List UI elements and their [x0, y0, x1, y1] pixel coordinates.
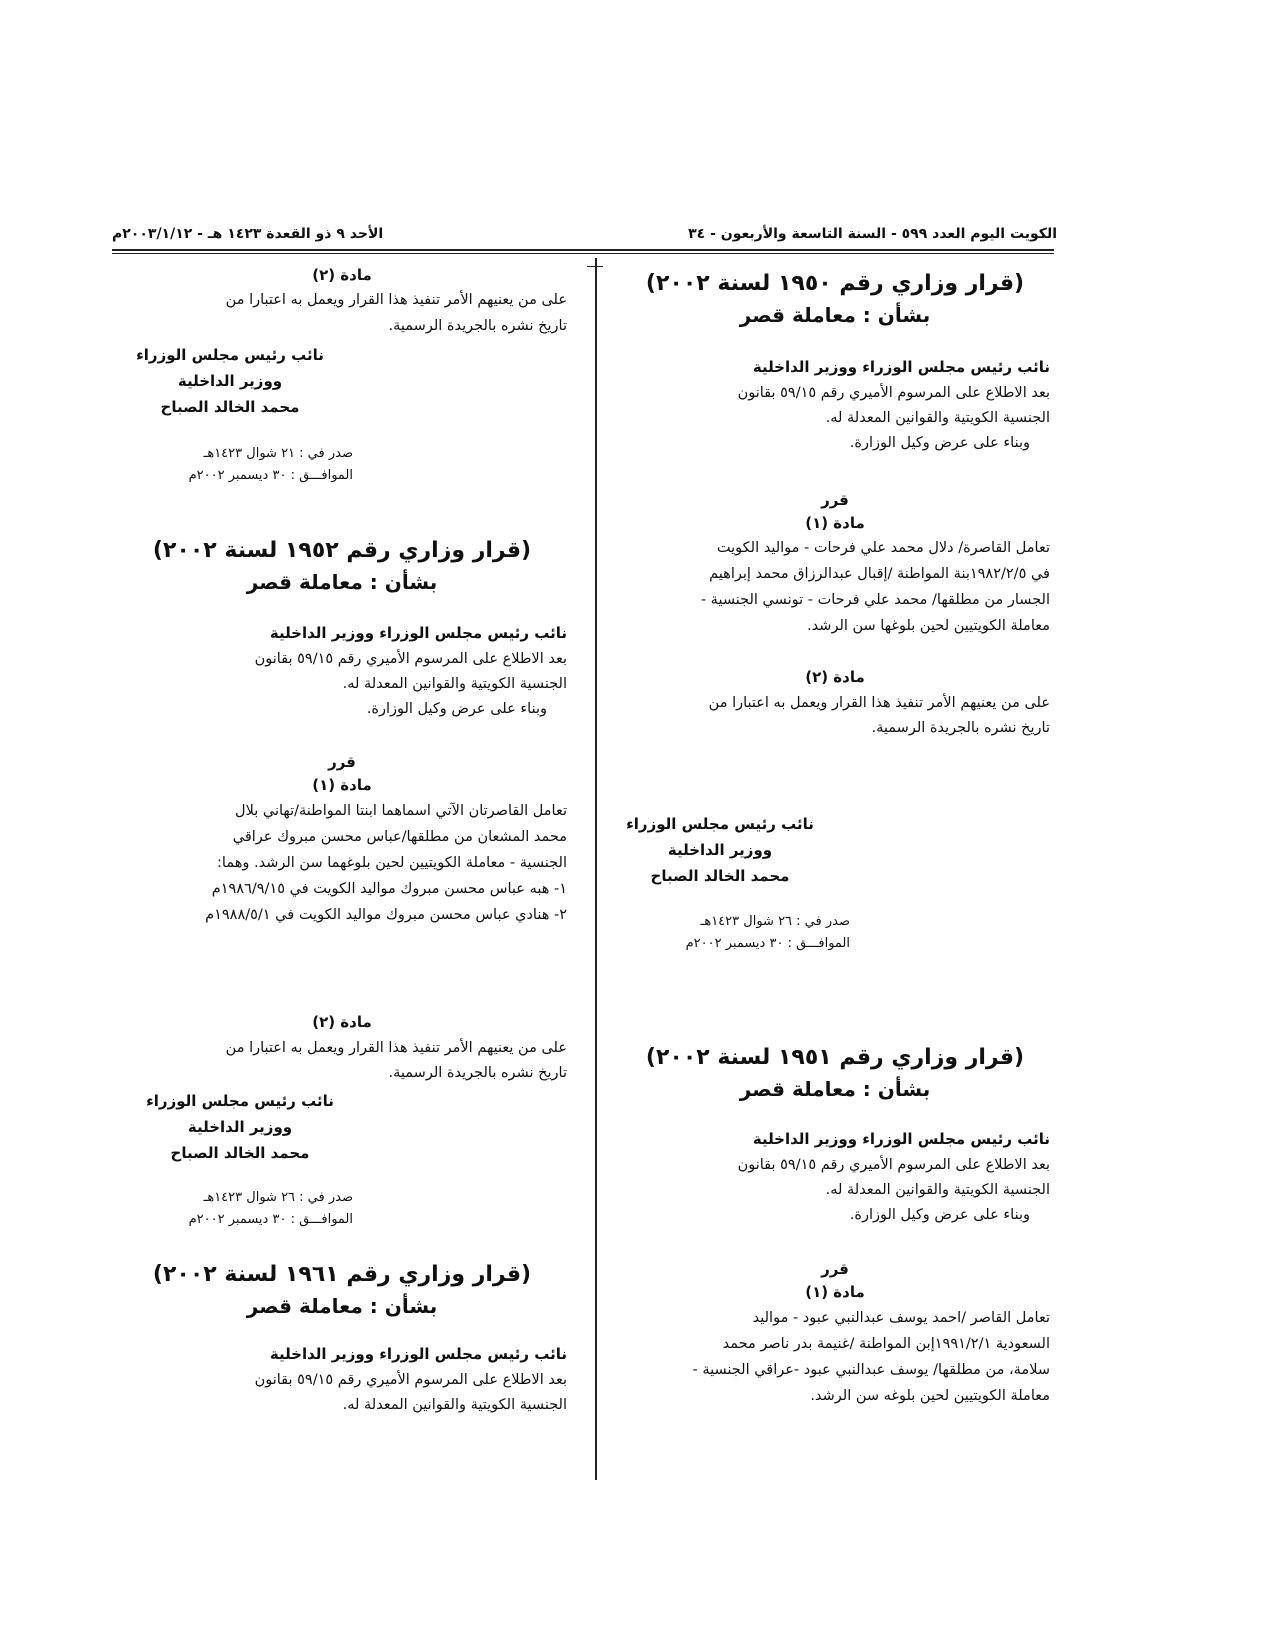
decision-1950-signatory-title-1: نائب رئيس مجلس الوزراء	[626, 815, 814, 833]
decision-1950-preamble-3: وبناء على عرض وكيل الوزارة.	[849, 435, 1030, 451]
decision-1952-preamble-3: وبناء على عرض وكيل الوزارة.	[366, 701, 547, 717]
divider-tick	[587, 266, 603, 267]
decision-1950-article-1-title: مادة (١)	[805, 514, 865, 532]
decision-1952-article-1-line-2: محمد المشعان من مطلقها/عباس محسن مبروك عراقي	[232, 829, 567, 845]
decision-1951-signatory-title-2: ووزير الداخلية	[177, 372, 283, 390]
decision-1950-article-2-line-1: على من يعنيهم الأمر تنفيذ هذا القرار ويعمل به اعتبارا من	[708, 695, 1050, 711]
decision-1951-subject: بشأن : معاملة قصر	[739, 1077, 931, 1101]
decision-1951-preamble-1: بعد الاطلاع على المرسوم الأميري رقم ٥٩/١٥ بقانون	[737, 1157, 1050, 1173]
decision-1951-article-2-title: مادة (٢)	[312, 266, 372, 284]
decision-1952-title: (قرار وزاري رقم ١٩٥٢ لسنة ٢٠٠٢)	[152, 538, 532, 563]
decision-1952-gregorian-date: الموافـــق : ٣٠ ديسمبر ٢٠٠٢م	[188, 1212, 353, 1227]
decision-1950-title: (قرار وزاري رقم ١٩٥٠ لسنة ٢٠٠٢)	[645, 271, 1025, 296]
decision-1961-title: (قرار وزاري رقم ١٩٦١ لسنة ٢٠٠٢)	[152, 1262, 532, 1287]
decision-1950-article-1-line-4: معاملة الكويتيين لحين بلوغها سن الرشد.	[807, 618, 1050, 634]
decision-1951-article-1-title: مادة (١)	[805, 1283, 865, 1301]
decision-1950-decided: قرر	[821, 491, 849, 509]
decision-1952-signatory-name: محمد الخالد الصباح	[170, 1144, 310, 1162]
decision-1961-authority: نائب رئيس مجلس الوزراء ووزير الداخلية	[269, 1345, 567, 1363]
decision-1951-preamble-3: وبناء على عرض وكيل الوزارة.	[849, 1207, 1030, 1223]
decision-1951-article-1-line-3: سلامة، من مطلقها/ يوسف عبدالنبي عبود -عراقي الجنسية -	[692, 1362, 1050, 1378]
decision-1952-article-2-line-2: تاريخ نشره بالجريدة الرسمية.	[388, 1065, 567, 1081]
decision-1950-issued-date: صدر في : ٢٦ شوال ١٤٢٣هـ	[700, 914, 850, 929]
decision-1952-article-1-title: مادة (١)	[312, 776, 372, 794]
decision-1961-preamble-1: بعد الاطلاع على المرسوم الأميري رقم ٥٩/١٥ بقانون	[254, 1372, 567, 1388]
decision-1951-signatory-title-1: نائب رئيس مجلس الوزراء	[136, 346, 324, 364]
decision-1950-article-1-line-1: تعامل القاصرة/ دلال محمد علي فرحات - مواليد الكويت	[716, 540, 1050, 556]
decision-1950-preamble-2: الجنسية الكويتية والقوانين المعدلة له.	[825, 410, 1050, 426]
decision-1950-gregorian-date: الموافـــق : ٣٠ ديسمبر ٢٠٠٢م	[685, 936, 850, 951]
header-rule-thin	[112, 253, 1054, 254]
decision-1951-issued-date: صدر في : ٢١ شوال ١٤٢٣هـ	[203, 446, 353, 461]
decision-1952-authority: نائب رئيس مجلس الوزراء ووزير الداخلية	[269, 624, 567, 642]
decision-1952-minor-2: ٢- هنادي عباس محسن مبروك مواليد الكويت في ١٩٨٨/٥/١م	[205, 907, 567, 923]
decision-1951-article-2-line-1: على من يعنيهم الأمر تنفيذ هذا القرار ويعمل به اعتبارا من	[225, 292, 567, 308]
decision-1950-article-2-line-2: تاريخ نشره بالجريدة الرسمية.	[871, 720, 1050, 736]
decision-1950-article-1-line-2: في ١٩٨٢/٢/٥بنة المواطنة /إقبال عبدالرزاق محمد إبراهيم	[709, 566, 1050, 582]
decision-1952-signatory-title-2: ووزير الداخلية	[187, 1118, 293, 1136]
decision-1952-signatory-title-1: نائب رئيس مجلس الوزراء	[146, 1092, 334, 1110]
decision-1950-signatory-name: محمد الخالد الصباح	[650, 867, 790, 885]
decision-1951-decided: قرر	[821, 1260, 849, 1278]
decision-1951-article-1-line-2: السعودية ١٩٩١/٢/١إبن المواطنة /غنيمة بدر ناصر محمد	[722, 1336, 1050, 1352]
decision-1951-signatory-name: محمد الخالد الصباح	[160, 398, 300, 416]
decision-1950-authority: نائب رئيس مجلس الوزراء ووزير الداخلية	[752, 358, 1050, 376]
column-divider	[595, 258, 597, 1480]
decision-1951-article-1-line-4: معاملة الكويتيين لحين بلوغه سن الرشد.	[810, 1388, 1050, 1404]
decision-1951-title: (قرار وزاري رقم ١٩٥١ لسنة ٢٠٠٢)	[645, 1045, 1025, 1070]
header-rule	[112, 249, 1054, 251]
decision-1952-preamble-1: بعد الاطلاع على المرسوم الأميري رقم ٥٩/١٥ بقانون	[254, 651, 567, 667]
decision-1952-article-1-line-1: تعامل القاصرتان الآتي اسماهما ابنتا المواطنة/تهاني بلال	[235, 803, 567, 819]
decision-1950-article-2-title: مادة (٢)	[805, 668, 865, 686]
decision-1950-preamble-1: بعد الاطلاع على المرسوم الأميري رقم ٥٩/١٥ بقانون	[737, 385, 1050, 401]
header-issue-info: الكويت اليوم العدد ٥٩٩ - السنة التاسعة والأربعون - ٣٤	[688, 226, 1057, 242]
decision-1951-authority: نائب رئيس مجلس الوزراء ووزير الداخلية	[752, 1130, 1050, 1148]
decision-1952-preamble-2: الجنسية الكويتية والقوانين المعدلة له.	[342, 676, 567, 692]
decision-1952-minor-1: ١- هبه عباس محسن مبروك مواليد الكويت في ١٩٨٦/٩/١٥م	[211, 881, 567, 897]
decision-1961-subject: بشأن : معاملة قصر	[246, 1294, 438, 1318]
decision-1950-article-1-line-3: الجسار من مطلقها/ محمد علي فرحات - تونسي الجنسية -	[700, 592, 1050, 608]
decision-1952-subject: بشأن : معاملة قصر	[246, 570, 438, 594]
decision-1952-decided: قرر	[328, 753, 356, 771]
decision-1951-article-2-line-2: تاريخ نشره بالجريدة الرسمية.	[388, 318, 567, 334]
decision-1951-preamble-2: الجنسية الكويتية والقوانين المعدلة له.	[825, 1182, 1050, 1198]
decision-1950-subject: بشأن : معاملة قصر	[739, 303, 931, 327]
decision-1951-article-1-line-1: تعامل القاصر /احمد يوسف عبدالنبي عبود - مواليد	[752, 1310, 1050, 1326]
header-date: الأحد ٩ ذو القعدة ١٤٢٣ هـ - ٢٠٠٣/١/١٢م	[112, 226, 384, 242]
decision-1952-article-1-line-3: الجنسية - معاملة الكويتيين لحين بلوغهما سن الرشد. وهما:	[217, 855, 567, 871]
decision-1950-signatory-title-2: ووزير الداخلية	[667, 841, 773, 859]
decision-1952-article-2-line-1: على من يعنيهم الأمر تنفيذ هذا القرار ويعمل به اعتبارا من	[225, 1040, 567, 1056]
decision-1961-preamble-2: الجنسية الكويتية والقوانين المعدلة له.	[342, 1397, 567, 1413]
decision-1951-gregorian-date: الموافـــق : ٣٠ ديسمبر ٢٠٠٢م	[188, 468, 353, 483]
decision-1952-article-2-title: مادة (٢)	[312, 1013, 372, 1031]
decision-1952-issued-date: صدر في : ٢٦ شوال ١٤٢٣هـ	[203, 1190, 353, 1205]
